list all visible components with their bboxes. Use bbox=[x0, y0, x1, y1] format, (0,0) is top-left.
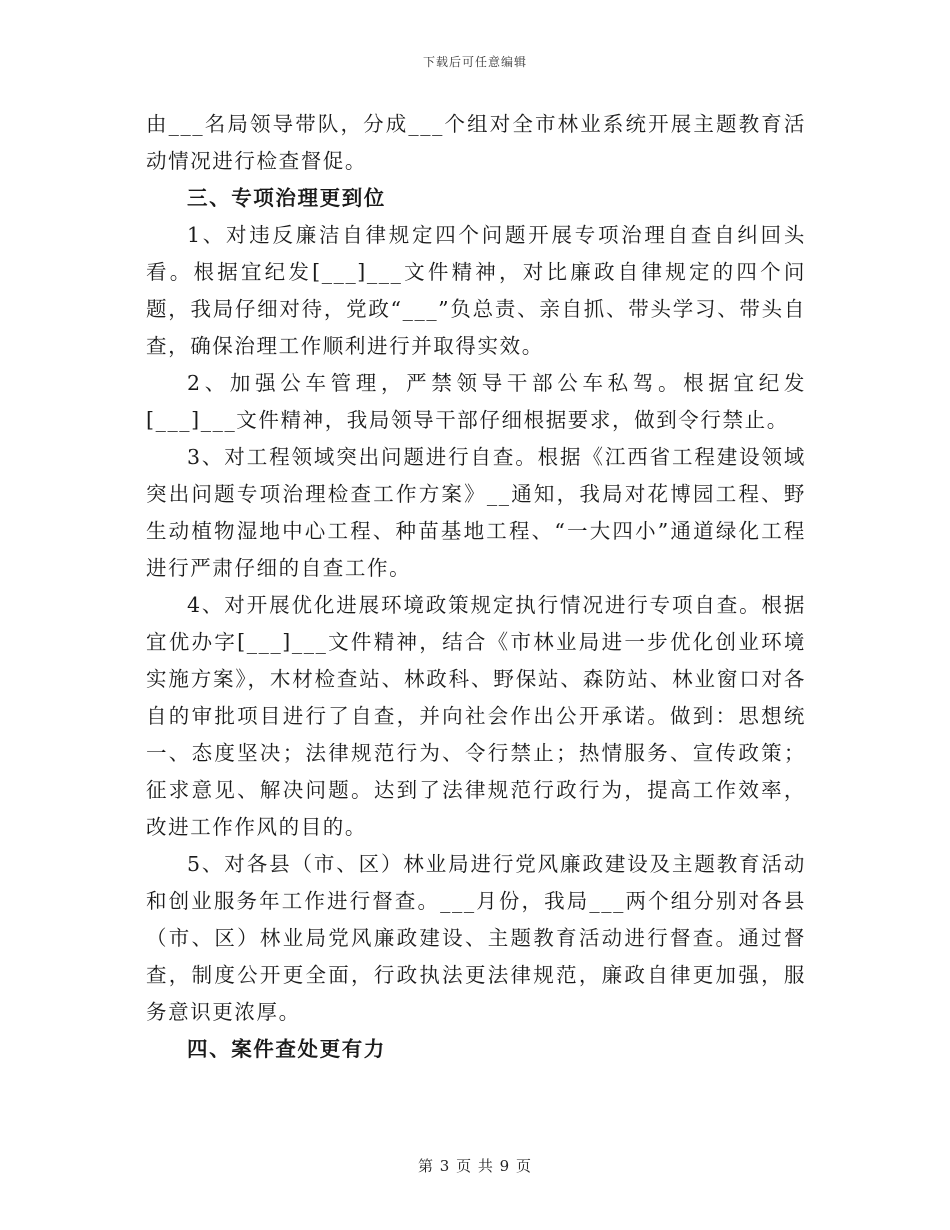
section-heading-3: 三、专项治理更到位 bbox=[187, 186, 386, 210]
paragraph-continuation: 由___名局领导带队，分成___个组对全市林业系统开展主题教育活动情况进行检查督促。 bbox=[146, 112, 806, 173]
list-item-5: 5、对各县（市、区）林业局进行党风廉政建设及主题教育活动和创业服务年工作进行督查。___月份，我局___两个组分别对各县（市、区）林业局党风廉政建设、主题教育活动进行督查。通过督查，制度公开更全面，行政执法更法律规范，廉政自律更加强，服务意识更浓厚。 bbox=[146, 852, 806, 1024]
page-number: 第 3 页 共 9 页 bbox=[418, 1157, 532, 1175]
list-item-3: 3、对工程领域突出问题进行自查。根据《江西省工程建设领域突出问题专项治理检查工作方案》__通知，我局对花博园工程、野生动植物湿地中心工程、种苗基地工程、“一大四小”通道绿化工程进行严肃仔细的自查工作。 bbox=[146, 445, 806, 580]
list-item-4: 4、对开展优化进展环境政策规定执行情况进行专项自查。根据宜优办字[___]___文件精神，结合《市林业局进一步优化创业环境实施方案》，木材检查站、林政科、野保站、森防站、林业窗口对各自的审批项目进行了自查，并向社会作出公开承诺。做到：思想统一、态度坚决；法律规范行为、令行禁止；热情服务、宣传政策；征求意见、解决问题。达到了法律规范行政行为，提高工作效率，改进工作作风的目的。 bbox=[146, 593, 806, 839]
section-heading-4: 四、案件查处更有力 bbox=[187, 1037, 386, 1061]
list-item-2: 2、加强公车管理，严禁领导干部公车私驾。根据宜纪发[___]___文件精神，我局领导干部仔细根据要求，做到令行禁止。 bbox=[146, 371, 806, 432]
document-body bbox=[146, 106, 806, 1068]
list-item-1: 1、对违反廉洁自律规定四个问题开展专项治理自查自纠回头看。根据宜纪发[___]___文件精神，对比廉政自律规定的四个问题，我局仔细对待，党政“___”负总责、亲自抓、带头学习、带头自查，确保治理工作顺利进行并取得实效。 bbox=[146, 223, 806, 358]
page-header: 下载后可任意编辑 bbox=[422, 55, 527, 69]
